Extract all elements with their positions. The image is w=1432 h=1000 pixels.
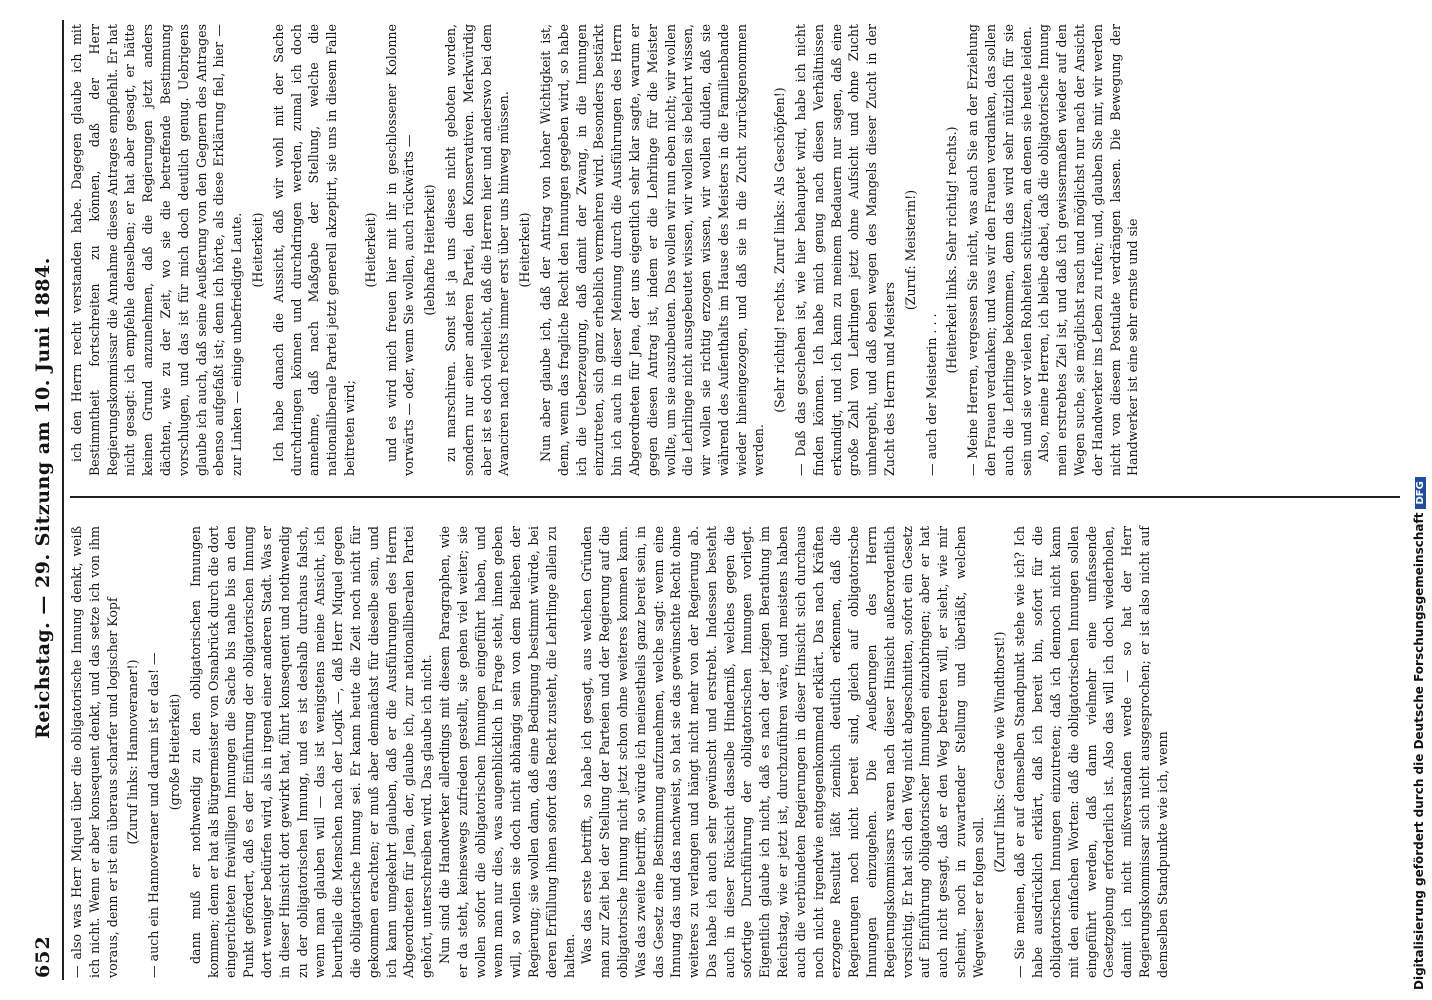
paragraph: — auch der Meisterin . . . <box>923 313 939 476</box>
interjection: (Heiterkeit) <box>517 212 533 288</box>
header-rule <box>62 20 64 980</box>
paragraph: ich den Herrn recht verstanden habe. Dagegen glaube ich mit Bestimmtheit fortschreiten zu können, daß der Herr Regierungskommissar die Annahme dieses Antrages empfiehlt. Er hat nicht gesagt: ich empfehle denselben; er hat aber gesagt, er hätte keinen Grund anzunehmen, daß die Regierungen jetzt anders dächten, wie zu der Zeit, wo sie die betreffende Bestimmung vorschlugen, und das ist für mich doch deutlich genug. Uebrigens glaube ich auch, daß seine Aeußerung von den Gegnern des Antrages ebenso aufgefaßt ist; denn ich hörte, als diese Erklärung fiel, hier — zur Linken — einige unbefriedigte Laute. <box>69 24 245 476</box>
right-column <box>68 24 1142 476</box>
paragraph: dann muß er nothwendig zu den obligatorischen Innungen kommen; denn er hat als Bürgermeister von Osnabrück durch die dort eingerichteten freiwilligen Innungen die Sache bis nahe bis an den Punkt gefördert, daß es der Einführung der obligatorischen Innung dort weniger bedürfen wird, als in irgend einer anderen Stadt. Was er in dieser Hinsicht dort gewirkt hat, führt konsequent und nothwendig zu der obligatorischen Innung, und es ist deshalb durchaus falsch, wenn man glauben will — das ist wenigstens meine Ansicht, ich beurtheile die Menschen nach der Logik —, daß Herr Miquel gegen die obligatorische Innung sei. Er kann heute die Zeit noch nicht für gekommen erachten; er muß aber demnächst für dieselbe sein, und ich kann umgekehrt glauben, daß er die Ausführungen des Herrn Abgeordneten für Jena, der, glaube ich, zur nationalliberalen Partei gehört, unterschreiben wird. Das glaube ich nicht. <box>187 526 435 978</box>
paragraph: Also, meine Herren, ich bleibe dabei, daß die obligatorische Innung mein erstrebtes Ziel ist, und daß ich gewissermaßen wieder auf den Wegen suche, sie möglichst rasch und möglichst nur nach der Ansicht der Handwerker ins Leben zu rufen; und, glauben Sie mir, wir werden nicht von diesem Postulate verdrängen lassen. Die Bewegung der Handwerker ist eine sehr ernste und sie <box>1036 24 1141 476</box>
paragraph: — Meine Herren, vergessen Sie nicht, was auch Sie an der Erziehung den Frauen verdanken; und was wir den Frauen verdanken, das sollen auch die Lehrlinge bekommen, denn das wird sehr nützlich für sie sein und sie vor vielen Rohheiten schützen, an denen sie heute leiden. <box>965 24 1034 476</box>
interjection: (Heiterkeit) <box>362 212 378 288</box>
left-column <box>68 526 1172 978</box>
column-divider <box>70 496 1400 498</box>
paragraph: — Sie meinen, daß er auf demselben Standpunkt stehe wie ich? Ich habe ausdrücklich erklärt, daß ich bereit bin, sofort für die obligatorischen Innungen einzutreten; daß ich dennoch nicht kann mit den einfachen Worten: daß die obligatorischen Innungen sollen eingeführt werden, daß dann vielmehr eine umfassende Gesetzgebung erforderlich ist. Also das will ich doch wiederholen, damit ich nicht mißverstanden werde — so hat der Herr Regierungskommissar sich nicht ausgesprochen; er ist also nicht auf demselben Standpunkte wie ich, wenn <box>1012 526 1170 978</box>
interjection: (Heiterkeit) <box>249 212 265 288</box>
interjection: (Zuruf: Meisterin!) <box>902 189 918 311</box>
paragraph: Was das erste betrifft, so habe ich gesagt, aus welchen Gründen man zur Zeit bei der Stellung der Parteien und der Regierung auf die obligatorische Innung nicht jetzt schon ohne weiteres kommen kann. Was das zweite betrifft, so würde ich meinestheils ganz bereit sein, in das Gesetz eine Bestimmung aufzunehmen, welche sagt: wenn eine Innung das und das nachweist, so hat sie das gewünschte Recht ohne weiteres zu verlangen und hängt nicht mehr von der Regierung ab. Das habe ich auch sehr gewünscht und erstrebt. Indessen besteht auch in dieser Rücksicht dasselbe Hinderniß, welches gegen die sofortige Durchführung der obligatorischen Innungen vorliegt. Eigentlich glaube ich nicht, daß es nach der jetzigen Berathung im Reichstag, wie er jetzt ist, durchzuführen wäre, und meistens haben auch die verbündeten Regierungen in dieser Hinsicht sich durchaus noch nicht irgendwie entgegenkommend erklärt. Das nach Kräften erzogene Resultat läßt ziemlich deutlich erkennen, daß die Regierungen noch nicht bereit sind, gleich auf obligatorische Innungen einzugehen. Die Aeußerungen des Herrn Regierungskommissars waren nach dieser Hinsicht außerordentlich vorsichtig. Er hat sich den Weg nicht abgeschnitten, sofort ein Gesetz auf Einführung obligatorischer Innungen einzubringen; aber er hat auch nicht gesagt, daß er den Weg betreten will, er sieht, wie mir scheint, noch in zuwartender Stellung und überläßt, welchen Wegweiser er folgen soll. <box>579 526 986 978</box>
paragraph: zu marschiren. Sonst ist ja uns dieses nicht geboten worden, sondern nur einer anderen Partei, den Konservativen. Merkwürdig aber ist es doch vielleicht, daß die Herren hier und anderswo bei dem Avanciren nach rechts immer erst über uns hinweg müssen. <box>442 24 512 476</box>
paragraph: und es wird mich freuen hier mit ihr in geschlossener Kolonne vorwärts — oder, wenn Sie wollen, auch rückwärts — <box>383 24 417 476</box>
page-header <box>30 18 58 978</box>
credit-text: Digitalisierung gefördert durch die Deutsche Forschungsgemeinschaft <box>1412 512 1426 990</box>
interjection: (lebhafte Heiterkeit) <box>422 184 438 316</box>
interjection: (Sehr richtig! rechts. Zuruf links: Als Geschöpfen!) <box>772 87 788 413</box>
paragraph: — auch ein Hannoveraner und darum ist er das! — <box>146 652 162 978</box>
dfg-logo: DFG <box>1415 477 1426 508</box>
interjection: (Zuruf links: Gerade wie Windthorst!) <box>991 631 1007 873</box>
paragraph: — Daß das geschehen ist, wie hier behauptet wird, habe ich nicht finden können. Ich habe mich genug nach diesen Verhältnissen erkundigt, und ich kann zu meinem Bedauern nur sagen, daß eine große Zahl von Lehrlingen jetzt ohne Aufsicht und ohne Zucht umhergeht, und daß eben wegen des Mangels dieser Zucht in der Zucht des Herrn und Meisters <box>793 24 898 476</box>
interjection: (Heiterkeit links. Sehr richtig! rechts.) <box>944 126 960 374</box>
paragraph: Ich habe danach die Aussicht, daß wir wohl mit der Sache durchdringen können und durchdringen werden, zumal ich doch annehme, daß nach Maßgabe der Stellung, welche die nationalliberale Partei jetzt generell akzeptirt, sie uns in diesem Falle beitreten wird; <box>270 24 357 476</box>
digitization-credit <box>1412 10 1430 990</box>
interjection: (Zuruf links: Hannoveraner!) <box>125 659 141 845</box>
running-head: Reichstag. — 29. Sitzung am 10. Juni 1884. <box>32 257 54 739</box>
paragraph: Nun aber glaube ich, daß der Antrag von hoher Wichtigkeit ist, denn, wenn das fragliche Recht den Innungen gegeben wird, so habe ich die Ueberzeugung, daß damit der Zwang, in die Innungen einzutreten, sich ganz erheblich vermehren wird. Besonders bestärkt bin ich auch in dieser Meinung durch die Ausführungen des Herrn Abgeordneten für Jena, der uns eigentlich sehr klar sagte, warum er gegen diesen Antrag ist, indem er die Lehrlinge für die Meister wollte, um sie auszubeuten. Das wollen wir nun eben nicht; wir wollen die Lehrlinge nicht ausgebeutet wissen, wir wollen sie belehrt wissen, wir wollen sie richtig erzogen wissen, wir wollen dulden, daß sie während des Aufenthalts im Hause des Meisters in die Familienbande wieder hineingezogen, und daß sie in die Zucht zurückgenommen werden. <box>537 24 767 476</box>
paragraph: — also was Herr Miquel über die obligatorische Innung denkt, weiß ich nicht. Wenn er aber konsequent denkt, und das setze ich von ihm voraus, denn er ist ein überaus scharfer und logischer Kopf <box>69 526 120 978</box>
interjection: (große Heiterkeit) <box>166 693 182 811</box>
page-number: 652 <box>32 935 54 978</box>
paragraph: Nun sind die Handwerker allerdings mit diesem Paragraphen, wie er da steht, keineswegs zufrieden gestellt, sie gehen viel weiter; sie wollen sofort die obligatorischen Innungen eingeführt haben, und wenn man nur dies, was augenblicklich in Frage steht, ihnen geben will, so wollen sie doch nicht abhängig sein von dem Belieben der Regierung; sie wollen dann, daß eine Bedingung bestimmt würde, bei deren Erfüllung ihnen sofort das Recht zusteht, die Lehrlinge allein zu halten. <box>436 526 577 978</box>
